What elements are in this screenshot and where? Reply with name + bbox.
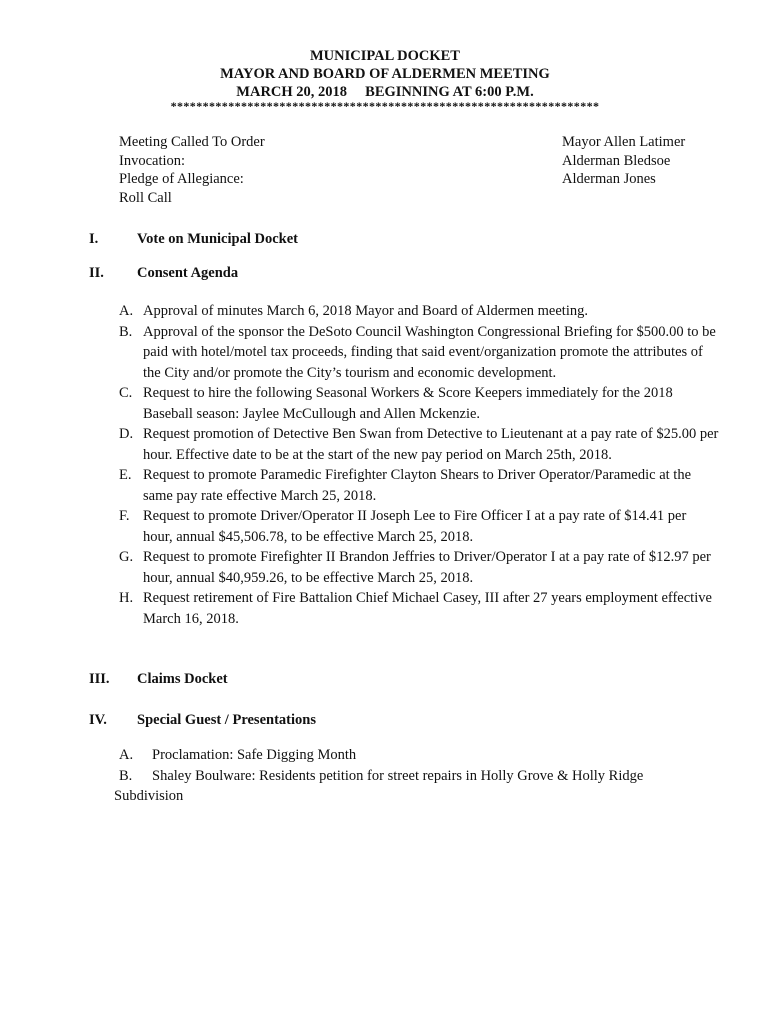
procedure-person: Alderman Jones xyxy=(562,171,656,187)
list-item xyxy=(114,745,734,766)
header-separator: ******************************************************************* xyxy=(170,99,600,113)
list-item xyxy=(119,547,719,588)
item-text: Request to promote Paramedic Firefighter Clayton Shears to Driver Operator/Paramedic at the same pay rate effective March 25, 2018. xyxy=(143,467,692,504)
section-number: IV. xyxy=(89,712,107,728)
item-letter: A. xyxy=(119,747,134,763)
procedure-item: Roll Call xyxy=(119,189,172,206)
item-text: Request to hire the following Seasonal Workers & Score Keepers immediately for the 2018 Baseball season: Jaylee McCullough and Allen Mckenzie. xyxy=(143,385,673,422)
list-item xyxy=(119,424,719,465)
item-text: Approval of minutes March 6, 2018 Mayor and Board of Aldermen meeting. xyxy=(143,303,588,319)
docket-title: MUNICIPAL DOCKET xyxy=(310,48,460,64)
procedure-persons xyxy=(562,133,685,189)
item-letter: B. xyxy=(119,767,133,784)
item-letter: G. xyxy=(119,549,134,565)
item-text-continuation: Subdivision xyxy=(114,788,184,804)
list-item xyxy=(114,766,734,787)
item-letter: F. xyxy=(119,508,130,524)
list-item xyxy=(119,506,719,547)
list-item xyxy=(119,588,719,629)
item-letter: H. xyxy=(119,590,134,606)
docket-header xyxy=(0,47,770,101)
meeting-title: MAYOR AND BOARD OF ALDERMEN MEETING xyxy=(220,66,550,82)
section-title: Vote on Municipal Docket xyxy=(137,231,298,247)
list-item xyxy=(119,322,719,384)
item-text: Request promotion of Detective Ben Swan from Detective to Lieutenant at a pay rate of $25.00 per hour. Effective date to be at the start of the new pay period on March 25th, 2018. xyxy=(143,426,719,463)
item-text: Request to promote Driver/Operator II Joseph Lee to Fire Officer I at a pay rate of $14.41 per hour, annual $45,506.78, to be effective March 25, 2018. xyxy=(143,508,687,545)
meeting-time: BEGINNING AT 6:00 P.M. xyxy=(365,84,534,100)
item-letter: B. xyxy=(119,323,133,340)
item-text: Proclamation: Safe Digging Month xyxy=(152,747,357,763)
item-text: Request retirement of Fire Battalion Chief Michael Casey, III after 27 years employment effective March 16, 2018. xyxy=(143,590,712,627)
item-letter: D. xyxy=(119,426,134,442)
item-text: Approval of the sponsor the DeSoto Council Washington Congressional Briefing for $500.00 to be paid with hotel/motel tax proceeds, finding that said event/organization promote the attributes of the City and/or promote the City’s tourism and economic development. xyxy=(143,323,716,381)
list-item xyxy=(119,383,719,424)
item-letter: A. xyxy=(119,303,134,319)
procedure-item: Invocation: xyxy=(119,152,186,169)
section-title: Claims Docket xyxy=(137,671,228,687)
section-number: I. xyxy=(89,231,99,247)
item-text: Shaley Boulware: Residents petition for street repairs in Holly Grove & Holly Ridge xyxy=(152,767,644,784)
guest-presentations-list xyxy=(114,745,734,807)
section-number: II. xyxy=(89,265,104,281)
item-text: Request to promote Firefighter II Brandon Jeffries to Driver/Operator I at a pay rate of $12.97 per hour, annual $40,959.26, to be effective March 25, 2018. xyxy=(143,549,711,586)
section-title: Special Guest / Presentations xyxy=(137,712,316,728)
procedure-person: Alderman Bledsoe xyxy=(562,152,671,169)
list-item xyxy=(119,465,719,506)
procedure-person: Mayor Allen Latimer xyxy=(562,134,686,150)
list-item xyxy=(119,301,719,322)
consent-agenda-list xyxy=(119,301,719,629)
procedure-list xyxy=(119,133,265,207)
section-number: III. xyxy=(89,671,110,687)
item-letter: E. xyxy=(119,467,132,483)
procedure-item: Meeting Called To Order xyxy=(119,134,265,150)
item-letter: C. xyxy=(119,385,133,401)
meeting-date: MARCH 20, 2018 xyxy=(236,84,348,100)
procedure-item: Pledge of Allegiance: xyxy=(119,171,244,187)
section-title: Consent Agenda xyxy=(137,265,239,281)
